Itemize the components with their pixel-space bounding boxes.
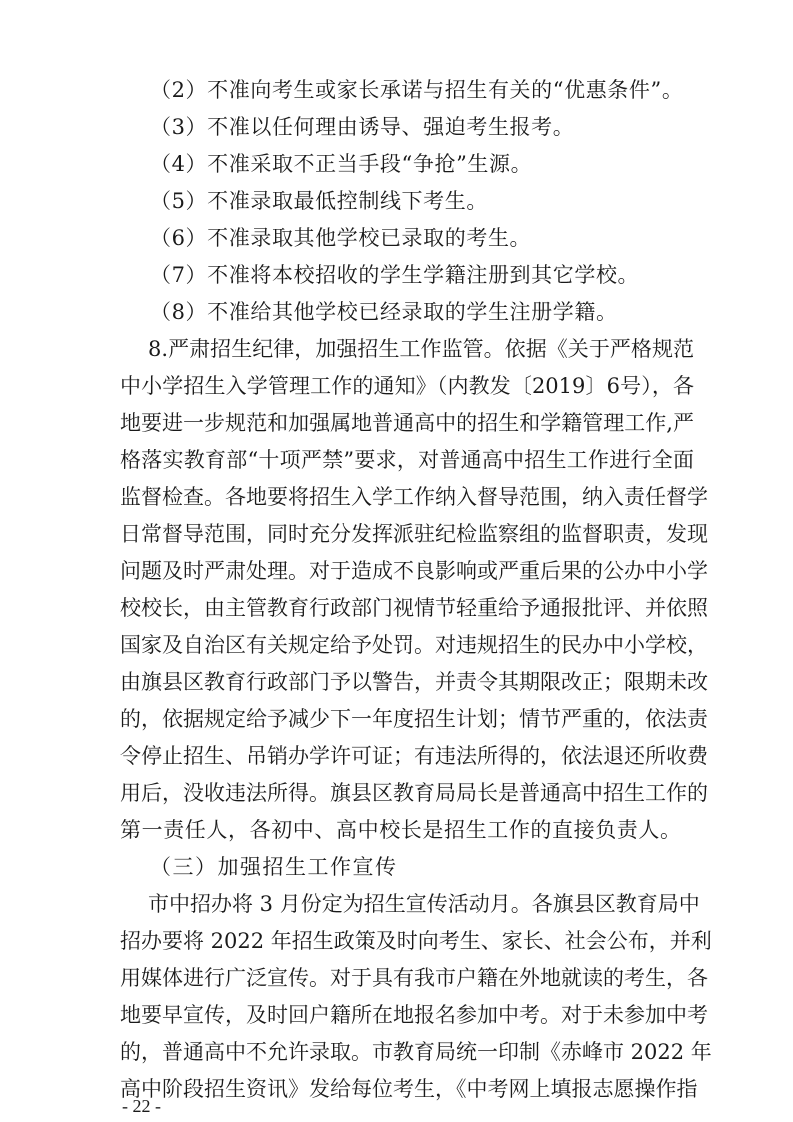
section8-line: 校校长，由主管教育行政部门视情节轻重给予通报批评、并依照 (120, 596, 708, 620)
rule-4: （4）不准采取不正当手段“争抢”生源。 (150, 152, 533, 176)
page-number: - 22 - (122, 1096, 161, 1116)
section8-line: 问题及时严肃处理。对于造成不良影响或严重后果的公办中小学 (120, 559, 708, 583)
section8-line: 的，依据规定给予减少下一年度招生计划；情节严重的，依法责 (120, 707, 708, 731)
section3-line: 地要早宣传，及时回户籍所在地报名参加中考。对于未参加中考 (120, 1003, 708, 1027)
rule-5: （5）不准录取最低控制线下考生。 (150, 189, 488, 213)
rule-2: （2）不准向考生或家长承诺与招生有关的“优惠条件”。 (150, 78, 684, 102)
rule-3: （3）不准以任何理由诱导、强迫考生报考。 (150, 115, 575, 139)
section8-line: 8.严肃招生纪律，加强招生工作监管。依据《关于严格规范 (148, 337, 694, 361)
section3-line: 招办要将 2022 年招生政策及时向考生、家长、社会公布，并利 (120, 929, 712, 953)
rule-6: （6）不准录取其他学校已录取的考生。 (150, 226, 532, 250)
section3-line: 用媒体进行广泛宣传。对于具有我市户籍在外地就读的考生，各 (120, 966, 708, 990)
section8-line: 中小学招生入学管理工作的通知》（内教发〔2019〕6号），各 (120, 374, 694, 398)
section8-line: 国家及自治区有关规定给予处罚。对违规招生的民办中小学校， (120, 633, 708, 657)
section8-line: 用后，没收违法所得。旗县区教育局局长是普通高中招生工作的 (120, 781, 708, 805)
section8-line: 由旗县区教育行政部门予以警告，并责令其期限改正；限期未改 (120, 670, 708, 694)
section-heading: （三）加强招生工作宣传 (150, 855, 398, 879)
section8-line: 监督检查。各地要将招生入学工作纳入督导范围，纳入责任督学 (120, 485, 708, 509)
section8-line: 地要进一步规范和加强属地普通高中的招生和学籍管理工作,严 (120, 411, 694, 435)
section8-line: 格落实教育部“十项严禁”要求，对普通高中招生工作进行全面 (120, 448, 694, 472)
section8-line: 令停止招生、吊销办学许可证；有违法所得的，依法退还所收费 (120, 744, 708, 768)
section3-line: 的，普通高中不允许录取。市教育局统一印制《赤峰市 2022 年 (120, 1040, 712, 1064)
section3-line: 高中阶段招生资讯》发给每位考生，《中考网上填报志愿操作指 (120, 1077, 698, 1101)
section3-line: 市中招办将 3 月份定为招生宣传活动月。各旗县区教育局中 (148, 892, 700, 916)
section8-line: 第一责任人，各初中、高中校长是招生工作的直接负责人。 (120, 818, 682, 842)
rule-7: （7）不准将本校招收的学生学籍注册到其它学校。 (150, 263, 640, 287)
section8-line: 日常督导范围，同时充分发挥派驻纪检监察组的监督职责，发现 (120, 522, 708, 546)
rule-8: （8）不准给其他学校已经录取的学生注册学籍。 (150, 300, 618, 324)
